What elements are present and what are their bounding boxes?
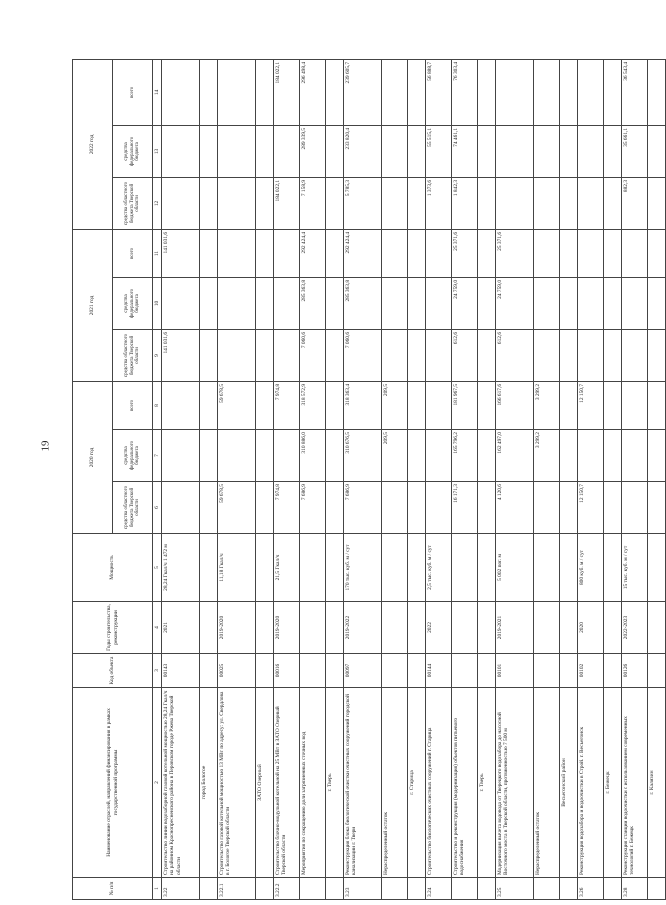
cell-v6 <box>426 482 452 534</box>
cell-v14: 296 498,4 <box>300 59 326 125</box>
cell-v12 <box>578 177 604 229</box>
cell-years <box>300 602 326 654</box>
cell-name: Нераспределенный остаток <box>382 688 408 878</box>
cell-name: Модернизация вычета водовода от Тверецкого водозабора до насосной Восточного моста в Тверской области, протяженностью 7 500 м <box>496 688 534 878</box>
cell-v10 <box>622 277 648 329</box>
cell-v12 <box>218 177 256 229</box>
header-no: № п/п <box>73 878 153 900</box>
section-title: город Бологое <box>200 688 218 878</box>
column-number: 9 <box>153 329 162 381</box>
cell-v11: 141 031,6 <box>162 229 200 277</box>
cell-no <box>300 878 326 900</box>
cell-v10 <box>274 277 300 329</box>
cell-v14: 36 543,4 <box>622 59 648 125</box>
cell-no: 3.22.2 <box>274 878 300 900</box>
header-code: Код объекта <box>73 654 153 688</box>
budget-table <box>72 59 666 900</box>
cell-years <box>534 602 560 654</box>
cell-v13: 289 339,5 <box>300 125 326 177</box>
header-total-2022: всего <box>113 59 153 125</box>
cell-v8: 12 150,7 <box>578 381 604 429</box>
cell-name: Реконструкция блока биологической очистки очистных сооружений городской канализации г. Твери <box>344 688 382 878</box>
column-number: 12 <box>153 177 162 229</box>
column-number: 8 <box>153 381 162 429</box>
header-federal-2022: средства федерального бюджета <box>113 125 153 177</box>
cell-v13 <box>534 125 560 177</box>
cell-v12: 7 158,9 <box>300 177 326 229</box>
cell-v8: 59 678,5 <box>218 381 256 429</box>
cell-v8 <box>426 381 452 429</box>
cell-years: 2021 <box>162 602 200 654</box>
cell-code: 00143 <box>162 654 200 688</box>
table-row <box>218 59 256 899</box>
cell-v9 <box>578 329 604 381</box>
cell-v11 <box>218 229 256 277</box>
header-total-2020: всего <box>113 381 153 429</box>
cell-code: 00101 <box>496 654 534 688</box>
section-row <box>408 59 426 899</box>
cell-v6 <box>382 482 408 534</box>
cell-v12: 1 373,6 <box>426 177 452 229</box>
cell-v13: 233 820,4 <box>344 125 382 177</box>
cell-years: 2019-2021 <box>496 602 534 654</box>
cell-v7 <box>578 430 604 482</box>
cell-v8: 166 617,6 <box>496 381 534 429</box>
cell-no: 3.22.1 <box>218 878 256 900</box>
table-row <box>274 59 300 899</box>
cell-v10 <box>578 277 604 329</box>
cell-v12 <box>534 177 560 229</box>
cell-v11 <box>274 229 300 277</box>
cell-years: 2019-2020 <box>274 602 300 654</box>
cell-v9: 7 060,6 <box>300 329 326 381</box>
document-sheet <box>72 60 656 900</box>
cell-v7: 3 299,2 <box>534 430 560 482</box>
section-row <box>648 59 666 899</box>
column-number: 4 <box>153 602 162 654</box>
section-title: Весьегонский район <box>560 688 578 878</box>
header-name: Наименование отраслей, направлений финансирования в рамках государственной программы <box>73 688 153 878</box>
cell-v6 <box>534 482 560 534</box>
cell-name: Строительство газовой котельной мощностью 13 МВт по адресу: ул. Свердлова в г. Бологое Тверской области <box>218 688 256 878</box>
header-federal-2021: средства федерального бюджета <box>113 277 153 329</box>
cell-no: 3.23 <box>344 878 382 900</box>
cell-no <box>452 878 478 900</box>
section-title: г. Бежецк <box>604 688 622 878</box>
cell-v6 <box>622 482 648 534</box>
cell-v7: 209,5 <box>382 430 408 482</box>
cell-v7 <box>218 430 256 482</box>
cell-v14: 76 303,4 <box>452 59 478 125</box>
cell-v14 <box>382 59 408 125</box>
cell-years <box>452 602 478 654</box>
cell-name: Мероприятия по сокращению доли загрязненных сточных вод <box>300 688 326 878</box>
table-row <box>622 59 648 899</box>
cell-code: 00126 <box>622 654 648 688</box>
table-row <box>496 59 534 899</box>
section-row <box>200 59 218 899</box>
header-total-2021: всего <box>113 229 153 277</box>
cell-v14 <box>578 59 604 125</box>
cell-cap: 21,5 Гкал/ч <box>274 534 300 602</box>
cell-v13 <box>382 125 408 177</box>
cell-v14 <box>534 59 560 125</box>
cell-v8: 7 974,8 <box>274 381 300 429</box>
cell-name: Строительство и реконструкция (модернизация) объектов питьевого водоснабжения <box>452 688 478 878</box>
cell-v6: 7 686,9 <box>344 482 382 534</box>
section-title: ЗАТО Озерный <box>256 688 274 878</box>
cell-v14: 184 022,1 <box>274 59 300 125</box>
cell-v9: 7 060,6 <box>344 329 382 381</box>
cell-v12: 882,3 <box>622 177 648 229</box>
cell-cap: 11,18 Гкал/ч <box>218 534 256 602</box>
cell-v9: 612,6 <box>452 329 478 381</box>
cell-v13: 74 461,1 <box>452 125 478 177</box>
cell-name: Строительство биологических очистных сооружений г. Старица <box>426 688 452 878</box>
cell-v13: 55 515,1 <box>426 125 452 177</box>
cell-name: Строительство блочно-модульной котельной на 25 МВт в ЗАТО Озерный Тверской области <box>274 688 300 878</box>
column-number: 6 <box>153 482 162 534</box>
cell-v8: 318 572,9 <box>300 381 326 429</box>
header-years: Годы строительства, реконструкции <box>73 602 153 654</box>
cell-cap: 2,5 тыс. куб. м / сут <box>426 534 452 602</box>
cell-code: 00144 <box>426 654 452 688</box>
cell-v13 <box>274 125 300 177</box>
section-title: г. Калязин <box>648 688 666 878</box>
cell-v9 <box>218 329 256 381</box>
cell-v14 <box>162 59 200 125</box>
cell-code <box>452 654 478 688</box>
cell-v6: 4 120,6 <box>496 482 534 534</box>
cell-v7: 165 796,2 <box>452 430 478 482</box>
section-row <box>560 59 578 899</box>
table-row <box>162 59 200 899</box>
cell-v8: 3 299,2 <box>534 381 560 429</box>
cell-years: 2019-2020 <box>218 602 256 654</box>
header-regional-2020: средства областного бюджета Тверской области <box>113 482 153 534</box>
cell-years: 2022 <box>426 602 452 654</box>
header-regional-2022: средства областного бюджета Тверской области <box>113 177 153 229</box>
column-number-row <box>153 59 162 899</box>
cell-v10 <box>218 277 256 329</box>
cell-v14: 56 888,7 <box>426 59 452 125</box>
cell-v12 <box>382 177 408 229</box>
cell-v6 <box>162 482 200 534</box>
cell-v11: 292 424,4 <box>300 229 326 277</box>
cell-no: 3.25 <box>496 878 534 900</box>
cell-cap: 28,24 Гкал/ч 1 472 м <box>162 534 200 602</box>
cell-code <box>382 654 408 688</box>
cell-v9 <box>426 329 452 381</box>
section-row <box>326 59 344 899</box>
cell-v10 <box>162 277 200 329</box>
cell-v10 <box>534 277 560 329</box>
cell-v10: 285 363,8 <box>300 277 326 329</box>
cell-name: Нераспределенный остаток <box>534 688 560 878</box>
cell-v12: 5 785,3 <box>344 177 382 229</box>
page-number: 19 <box>39 440 52 452</box>
cell-v13: 35 661,1 <box>622 125 648 177</box>
cell-v12: 1 842,3 <box>452 177 478 229</box>
cell-v8 <box>622 381 648 429</box>
column-number: 7 <box>153 430 162 482</box>
cell-v7 <box>162 430 200 482</box>
cell-v8: 181 967,5 <box>452 381 478 429</box>
table-row <box>534 59 560 899</box>
cell-code: 00102 <box>578 654 604 688</box>
cell-v9: 141 031,6 <box>162 329 200 381</box>
table-row <box>344 59 382 899</box>
cell-v13 <box>218 125 256 177</box>
cell-v9 <box>382 329 408 381</box>
cell-code <box>300 654 326 688</box>
cell-v10 <box>426 277 452 329</box>
cell-no: 3.22 <box>162 878 200 900</box>
cell-v14: 239 605,7 <box>344 59 382 125</box>
cell-v11: 292 424,4 <box>344 229 382 277</box>
cell-v13 <box>578 125 604 177</box>
cell-years: 2022-2023 <box>622 602 648 654</box>
column-number: 3 <box>153 654 162 688</box>
cell-years: 2019-2022 <box>344 602 382 654</box>
cell-v6: 7 686,9 <box>300 482 326 534</box>
cell-v13 <box>162 125 200 177</box>
cell-v7: 310 886,0 <box>300 430 326 482</box>
cell-v8 <box>162 381 200 429</box>
cell-code: 00097 <box>344 654 382 688</box>
cell-v11 <box>534 229 560 277</box>
cell-v14 <box>496 59 534 125</box>
cell-cap <box>534 534 560 602</box>
cell-v6: 16 171,3 <box>452 482 478 534</box>
cell-v6: 12 150,7 <box>578 482 604 534</box>
cell-code <box>534 654 560 688</box>
table-row <box>382 59 408 899</box>
cell-v12: 184 022,1 <box>274 177 300 229</box>
section-row <box>478 59 496 899</box>
cell-v11 <box>426 229 452 277</box>
header-year-2020: 2020 год <box>73 381 113 533</box>
cell-v12 <box>496 177 534 229</box>
cell-v9 <box>534 329 560 381</box>
cell-years: 2020 <box>578 602 604 654</box>
cell-v10: 24 759,0 <box>496 277 534 329</box>
cell-v6: 7 974,8 <box>274 482 300 534</box>
cell-v9: 612,6 <box>496 329 534 381</box>
cell-no <box>534 878 560 900</box>
cell-v11: 25 371,6 <box>496 229 534 277</box>
section-title: г. Тверь <box>326 688 344 878</box>
cell-years <box>382 602 408 654</box>
cell-name: Строительство линии водозаборной газовой котельной мощностью 28,24 Гкал/ч на районном Краснопресненского района в Перовском городе Ржева Тверской области <box>162 688 200 878</box>
cell-v7: 310 676,5 <box>344 430 382 482</box>
cell-no: 3.26 <box>578 878 604 900</box>
cell-cap <box>452 534 478 602</box>
column-number: 10 <box>153 277 162 329</box>
cell-v11: 25 371,6 <box>452 229 478 277</box>
cell-v10 <box>382 277 408 329</box>
cell-cap: 800 куб. м / сут <box>578 534 604 602</box>
cell-cap: 170 тыс. куб. м / сут <box>344 534 382 602</box>
header-year-2021: 2021 год <box>73 229 113 381</box>
column-number: 2 <box>153 688 162 878</box>
column-number: 13 <box>153 125 162 177</box>
table-row <box>426 59 452 899</box>
table-body <box>162 59 666 899</box>
cell-v11 <box>578 229 604 277</box>
cell-cap: 5 002 пог. м <box>496 534 534 602</box>
cell-cap <box>382 534 408 602</box>
cell-v14 <box>218 59 256 125</box>
header-capacity: Мощность <box>73 534 153 602</box>
section-title: г. Тверь <box>478 688 496 878</box>
cell-name: Реконструкция станции водоочистки с использованием современных технологий г. Бежецк <box>622 688 648 878</box>
cell-no: 3.24 <box>426 878 452 900</box>
column-number: 11 <box>153 229 162 277</box>
table-row <box>452 59 478 899</box>
cell-v7 <box>622 430 648 482</box>
section-title: г. Старица <box>408 688 426 878</box>
cell-no: 3.28 <box>622 878 648 900</box>
cell-code: 00016 <box>274 654 300 688</box>
cell-v8: 209,5 <box>382 381 408 429</box>
table-row <box>300 59 326 899</box>
cell-v7 <box>274 430 300 482</box>
cell-cap <box>300 534 326 602</box>
cell-v8: 318 363,4 <box>344 381 382 429</box>
cell-v13 <box>496 125 534 177</box>
cell-v12 <box>162 177 200 229</box>
header-regional-2021: средства областного бюджета Тверской области <box>113 329 153 381</box>
cell-v9 <box>274 329 300 381</box>
cell-v10: 24 759,0 <box>452 277 478 329</box>
cell-v11 <box>382 229 408 277</box>
section-row <box>256 59 274 899</box>
cell-code: 00025 <box>218 654 256 688</box>
header-federal-2020: средства федерального бюджета <box>113 430 153 482</box>
column-number: 1 <box>153 878 162 900</box>
header-year-2022: 2022 год <box>73 59 113 229</box>
cell-v11 <box>622 229 648 277</box>
cell-v10: 285 363,8 <box>344 277 382 329</box>
cell-v7 <box>426 430 452 482</box>
cell-v7: 162 497,0 <box>496 430 534 482</box>
cell-cap: 15 тыс. куб. м / сут <box>622 534 648 602</box>
column-number: 14 <box>153 59 162 125</box>
section-row <box>604 59 622 899</box>
table-row <box>578 59 604 899</box>
cell-no <box>382 878 408 900</box>
cell-v6: 59 678,5 <box>218 482 256 534</box>
cell-name: Реконструкция водозабора и водоочистки в Строй. г. Весьегонск <box>578 688 604 878</box>
column-number: 5 <box>153 534 162 602</box>
cell-v9 <box>622 329 648 381</box>
